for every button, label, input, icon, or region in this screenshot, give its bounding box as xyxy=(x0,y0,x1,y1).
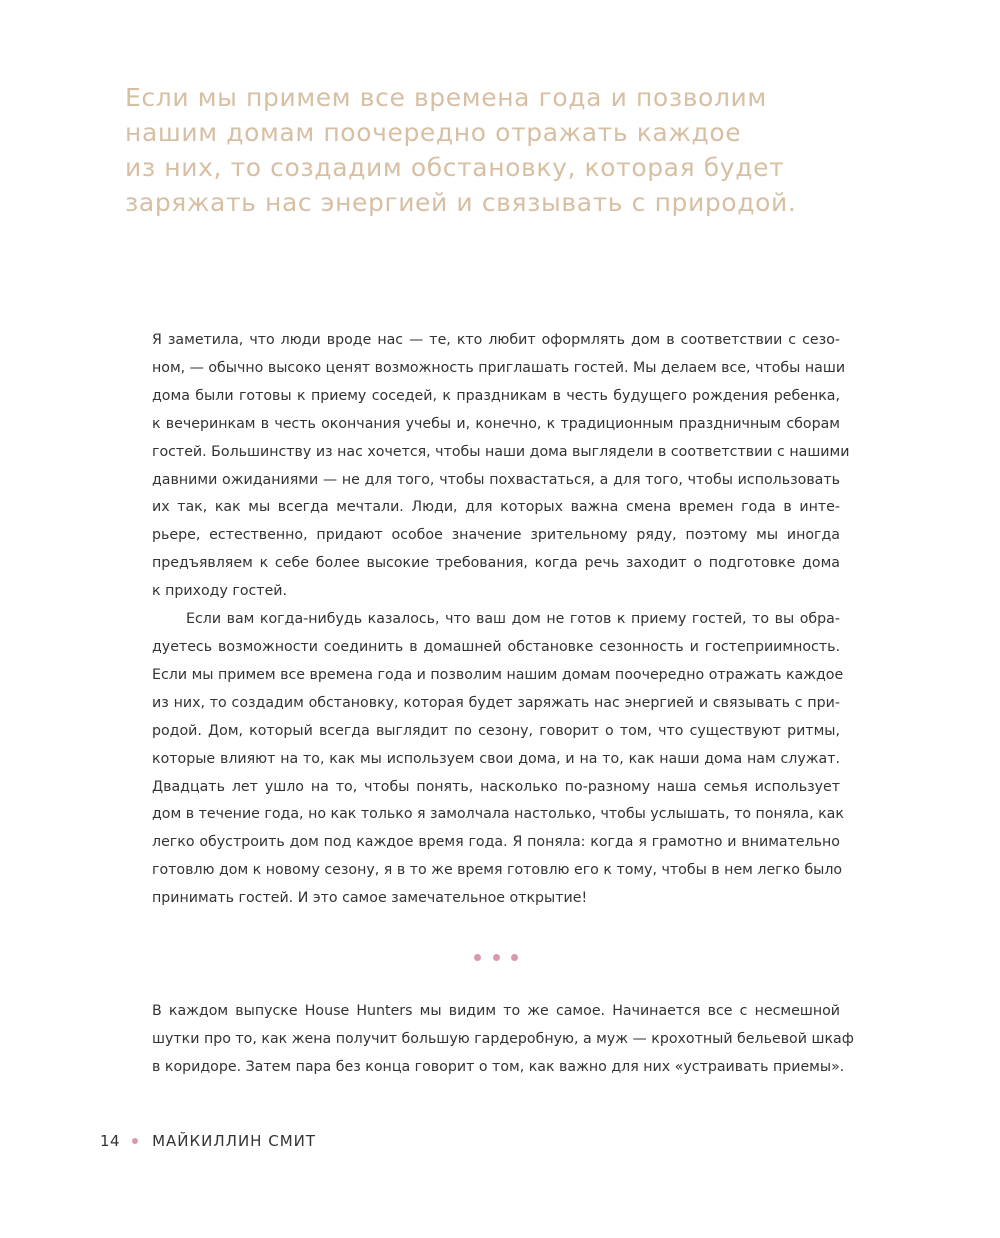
page-footer xyxy=(100,1129,316,1153)
body-line: предъявляем к себе более высокие требования, когда речь заходит о подготовке дома xyxy=(152,555,840,572)
body-line: В каждом выпуске House Hunters мы видим то же самое. Начинается все с несмешной xyxy=(152,1003,840,1019)
body-line: их так, как мы всегда мечтали. Люди, для которых важна смена времен года в инте- xyxy=(152,499,840,516)
body-line: в коридоре. Затем пара без конца говорит о том, как важно для них «устраивать приемы». xyxy=(152,1058,845,1075)
body-line: готовлю дом к новому сезону, я в то же время готовлю его к тому, чтобы в нем легко было xyxy=(152,862,843,879)
pull-quote xyxy=(125,80,825,220)
body-line: родой. Дом, который всегда выглядит по сезону, говорит о том, что существуют ритмы, xyxy=(152,722,840,739)
body-line: шутки про то, как жена получит большую гардеробную, а муж — крохотный бельевой шкаф xyxy=(152,1030,854,1047)
body-line: ном, — обычно высоко ценят возможность приглашать гостей. Мы делаем все, чтобы наши xyxy=(152,359,846,376)
pull-quote-line: из них, то создадим обстановку, которая будет xyxy=(125,153,785,182)
body-line: принимать гостей. И это самое замечательное открытие! xyxy=(152,890,588,907)
footer-bullet-icon xyxy=(132,1138,138,1144)
pull-quote-line: Если мы примем все времена года и позволим xyxy=(125,83,767,112)
author-name: МАЙКИЛЛИН СМИТ xyxy=(152,1132,317,1150)
body-line: гостей. Большинству из нас хочется, чтобы наши дома выглядели в соответствии с нашими xyxy=(152,443,850,460)
separator-dot xyxy=(474,954,481,961)
body-line: рьере, естественно, придают особое значение зрительному ряду, поэтому мы иногда xyxy=(152,527,840,544)
body-section-1 xyxy=(152,327,850,913)
body-line: Я заметила, что люди вроде нас — те, кто любит оформлять дом в соответствии с сезо- xyxy=(152,332,840,348)
body-line-paragraph-start: Если вам когда-нибудь казалось, что ваш дом не готов к приему гостей, то вы обра- xyxy=(186,611,840,628)
pull-quote-line: нашим домам поочередно отражать каждое xyxy=(125,118,742,147)
separator-dot xyxy=(511,954,518,961)
body-line: давними ожиданиями — не для того, чтобы похвастаться, а для того, чтобы использовать xyxy=(152,471,840,488)
body-line: легко обустроить дом под каждое время года. Я поняла: когда я грамотно и внимательно xyxy=(152,834,840,851)
body-line: дуетесь возможности соединить в домашней обстановке сезонность и гостеприимность. xyxy=(152,638,840,655)
body-line: которые влияют на то, как мы используем свои дома, и на то, как наши дома нам служат. xyxy=(152,750,840,767)
separator-dot xyxy=(493,954,500,961)
body-line: к приходу гостей. xyxy=(152,583,288,600)
section-separator xyxy=(474,951,518,963)
body-section-2 xyxy=(152,998,854,1082)
body-line: Двадцать лет ушло на то, чтобы понять, насколько по-разному наша семья использует xyxy=(152,778,840,795)
page-number: 14 xyxy=(100,1132,121,1150)
body-line: дом в течение года, но как только я замолчала настолько, чтобы услышать, то поняла, как xyxy=(152,806,844,823)
body-line: Если мы примем все времена года и позволим нашим домам поочередно отражать каждое xyxy=(152,666,844,683)
body-line: к вечеринкам в честь окончания учебы и, конечно, к традиционным праздничным сборам xyxy=(152,415,840,432)
body-line: дома были готовы к приему соседей, к праздникам в честь будущего рождения ребенка, xyxy=(152,387,840,404)
pull-quote-line: заряжать нас энергией и связывать с природой. xyxy=(125,188,797,217)
body-line: из них, то создадим обстановку, которая будет заряжать нас энергией и связывать с при- xyxy=(152,694,840,711)
